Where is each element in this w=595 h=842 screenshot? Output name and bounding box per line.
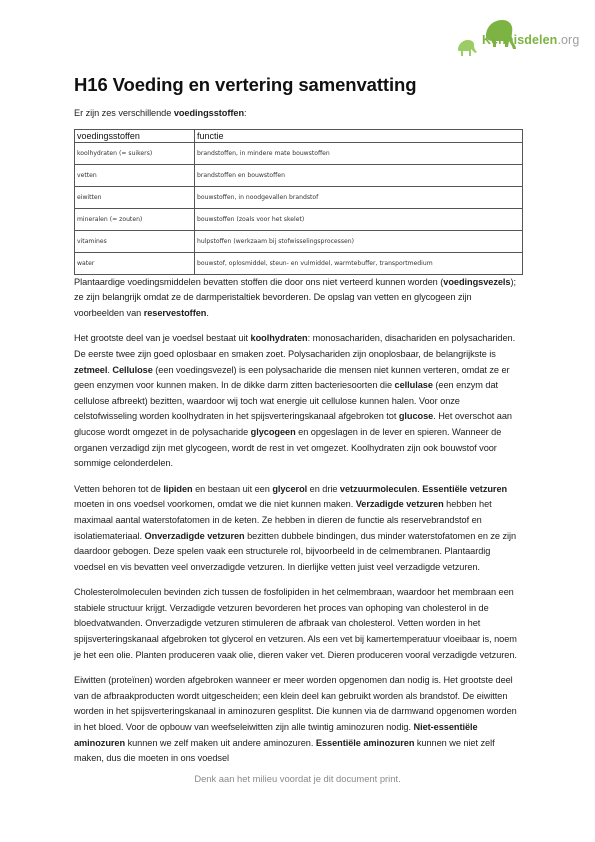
paragraph-fats — [74, 482, 522, 576]
text-run: . — [206, 307, 209, 318]
bold-term: vetzuurmoleculen — [339, 483, 418, 494]
text-run: . — [417, 483, 423, 494]
site-logo[interactable] — [456, 14, 580, 60]
nutrients-table — [74, 129, 523, 275]
table-row — [75, 142, 523, 164]
function-cell: bouwstoffen, in noodgevallen brandstof — [195, 186, 523, 208]
bold-term: Essentiële vetzuren — [422, 483, 508, 494]
text-run: (een enzym dat cellulose afbreekt) bezitten, waardoor wij toch wat energie uit cellulose kunnen halen. Voor onze celstofwisseling worden koolhydraten in het spijsverteringskanaal afgebroken tot — [74, 380, 499, 422]
bold-term: zetmeel — [74, 364, 108, 375]
function-cell: brandstoffen, in mindere mate bouwstoffen — [195, 142, 523, 164]
text-run: Plantaardige voedingsmiddelen bevatten stoffen die door ons niet verteerd kunnen worden ( — [74, 276, 444, 287]
page-title: H16 Voeding en vertering samenvatting — [74, 74, 417, 95]
paragraph-fiber — [74, 275, 522, 322]
text-run: Het grootste deel van je voedsel bestaat uit — [74, 333, 251, 344]
bold-term: glycogeen — [250, 426, 296, 437]
nutrient-cell: mineralen (= zouten) — [75, 208, 195, 230]
nutrient-cell: vetten — [75, 164, 195, 186]
paragraph-carbohydrates — [74, 331, 522, 471]
nutrient-cell: eiwitten — [75, 186, 195, 208]
bold-term: koolhydraten — [250, 333, 308, 344]
text-run: en bestaan uit een — [192, 483, 273, 494]
bold-term: voedingsvezels — [443, 276, 511, 287]
nutrient-cell: water — [75, 252, 195, 274]
bold-term: glucose — [398, 411, 434, 422]
bold-term: reservestoffen — [143, 307, 207, 318]
function-cell: brandstoffen en bouwstoffen — [195, 164, 523, 186]
table-row — [75, 252, 523, 274]
paragraph-cholesterol — [74, 585, 522, 663]
nutrient-cell: koolhydraten (= suikers) — [75, 142, 195, 164]
paragraph-proteins — [74, 673, 522, 767]
text-run: Vetten behoren tot de — [74, 483, 164, 494]
text-run: Cholesterolmoleculen bevinden zich tussen de fosfolipiden in het celmembraan, waardoor het membraan een stabiele structuur krijgt. Verzadigde vetzuren bevorderen het proces van ophoping van cholesterol in de bloedvatwanden. Onverzadigde vetzuren stimuleren de afbraak van cholesterol. Vetten worden in het spijsverteringskanaal afgebroken tot glycerol en vetzuren. Als een vet bij kamertemperatuur vloeibaar is, noem je het een olie. Planten produceren vaak olie, dieren vaker vet. Dieren produceren vooral verzadigde vetzuren. — [74, 587, 517, 660]
bold-term: Niet-essentiële aminozuren — [74, 722, 478, 748]
logo-wordmark: Kennisdelen.org — [482, 33, 580, 47]
nutrient-cell: vitamines — [75, 230, 195, 252]
text-run: kunnen we zelf maken uit andere aminozuren. — [125, 737, 316, 748]
text-run: moeten in ons voedsel voorkomen, omdat we die niet kunnen maken. — [74, 499, 356, 510]
page-footer: Denk aan het milieu voordat je dit document print. — [194, 773, 401, 784]
text-run: en opgeslagen in de lever en spieren. Wanneer de organen verzadigd zijn met glycogeen, wordt de rest in vet omgezet. Koolhydraten zijn ook bouwstof voor sommige celonderdelen. — [74, 426, 502, 469]
text-run: . — [107, 364, 113, 375]
function-cell: hulpstoffen (werkzaam bij stofwisselingsprocessen) — [195, 230, 523, 252]
table-row — [75, 186, 523, 208]
bold-term: glycerol — [272, 483, 308, 494]
column-header: functie — [195, 129, 523, 142]
bold-term: Onverzadigde vetzuren — [144, 530, 245, 541]
text-run: : monosachariden, disachariden en polysachariden. De eerste twee zijn goed oplosbaar en smaken zoet. Polysachariden zijn onoplosbaar, de belangrijkste is — [74, 333, 516, 359]
document-body — [74, 106, 522, 767]
text-run: . Het overschot aan glucose wordt omgezet in de polysacharide — [74, 411, 512, 437]
function-cell: bouwstoffen (zoals voor het skelet) — [195, 208, 523, 230]
text-run: hebben het maximaal aantal waterstofatomen in de keten. Ze hebben in dieren de functie als reservebrandstof en isolatiemateriaal. — [74, 499, 492, 541]
table-row — [75, 230, 523, 252]
text-run: bezitten dubbele bindingen, dus minder waterstofatomen en ze zijn daardoor gebogen. Deze spelen vaak een structurele rol, bijvoorbeeld in de celmembranen. Plantaardig voedsel en vis bevatten veel onverzadigde vetzuren. In dierlijke vetten juist veel verzadigde vetzuren. — [74, 530, 517, 572]
text-run: Eiwitten (proteïnen) worden afgebroken wanneer er meer worden opgenomen dan nodig is. Het grootste deel van de afbraakproducten wordt uitgescheiden; een klein deel kan gebruikt worden als brandstof. De eiwitten worden in het spijsverteringskanaal in aminozuren gesplitst. Die kunnen via de darmwand opgenomen worden in het bloed. Voor de opbouw van weefseleiwitten zijn alle twintig aminozuren nodig. — [74, 675, 517, 733]
intro-text: Er zijn zes verschillende voedingsstoffen: — [74, 108, 247, 118]
table-header-row — [75, 129, 523, 142]
text-run: kunnen we niet zelf maken, dus die moeten in ons voedsel — [74, 737, 495, 764]
bold-term: Essentiële aminozuren — [315, 737, 415, 748]
table-row — [75, 208, 523, 230]
column-header: voedingsstoffen — [75, 129, 195, 142]
text-run: ); ze zijn belangrijk omdat ze de darmperistaltiek bevorderen. De opslag van vetten en glycogeen zijn voorbeelden van — [74, 276, 516, 318]
text-run: en drie — [307, 483, 340, 494]
bold-term: cellulase — [394, 380, 433, 391]
bold-term: lipiden — [163, 483, 193, 494]
text-run: (een voedingsvezel) is een polysacharide die mensen niet kunnen verteren, omdat ze er geen enzymen voor kunnen maken. In de dikke darm zitten bacteriesoorten die — [74, 364, 510, 391]
bold-term: Verzadigde vetzuren — [355, 499, 444, 510]
bold-term: Cellulose — [112, 364, 153, 375]
table-row — [75, 164, 523, 186]
function-cell: bouwstof, oplosmiddel, steun- en vulmiddel, warmtebuffer, transportmedium — [195, 252, 523, 274]
